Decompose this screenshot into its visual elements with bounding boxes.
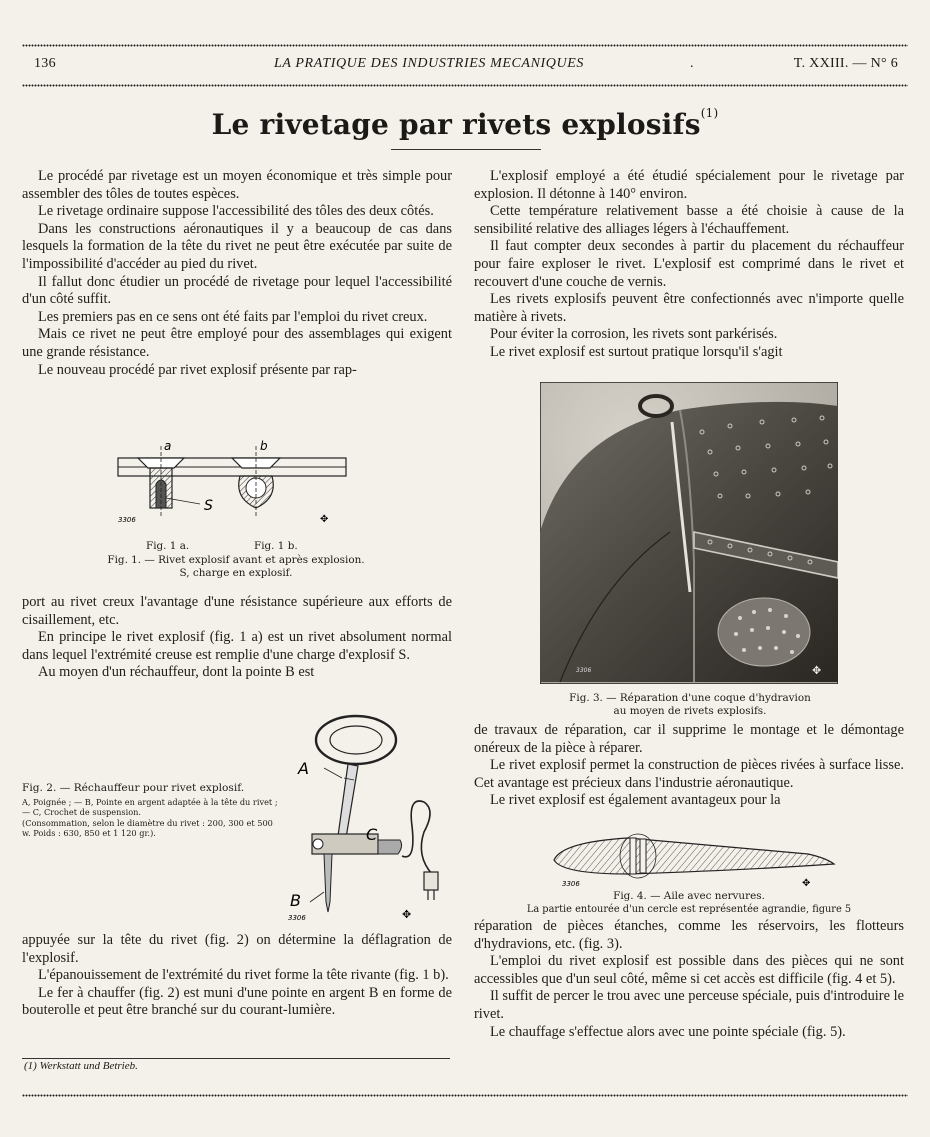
figure-1-caption [40,554,432,580]
volume-number: T. XXIII. — N° 6 [793,56,898,71]
fig2-number: 3306 [288,914,306,922]
fig1-sub-a: Fig. 1 a. [146,540,190,552]
fig1-number: 3306 [118,516,136,524]
fig2-legend-1: A, Poignée ; — B, Pointe en argent adaptée à la tête du rivet ; — C, Crochet de suspension. [22,797,278,818]
left-column-mid [22,594,452,682]
fig2-caption-title: Fig. 2. — Réchauffeur pour rivet explosif. [22,782,245,794]
paragraph: Il suffit de percer le trou avec une perceuse spéciale, puis d'introduire le rivet. [474,988,904,1022]
fig4-caption-line2: La partie entourée d'un cercle est représentée agrandie, figure 5 [526,904,852,915]
paragraph: port au rivet creux l'avantage d'une résistance supérieure aux efforts de cisaillement, etc. [22,594,452,628]
paragraph: En principe le rivet explosif (fig. 1 a) est un rivet absolument normal dans lequel l'extrémité creuse est remplie d'une charge d'explosif S. [22,629,452,663]
paragraph: Le nouveau procédé par rivet explosif présente par rap- [38,361,357,378]
figure-2-heater-drawing [284,706,454,926]
fig3-caption-line1: Fig. 3. — Réparation d'une coque d'hydravion [569,692,811,704]
header-dotted-rule [22,84,908,87]
paragraph: L'emploi du rivet explosif est possible dans des pièces qui ne sont accessibles que d'un seul côté, même si cet accès est difficile (fig. 4 et 5). [474,953,904,987]
paragraph: Le chauffage s'effectue alors avec une pointe spéciale (fig. 5). [490,1023,846,1040]
fig4-caption-line1: Fig. 4. — Aile avec nervures. [613,890,765,902]
fig1-caption-line2: S, charge en explosif. [179,567,293,579]
fig2-label-a: A [298,759,309,778]
fig2-label-b: B [290,891,301,910]
paragraph: Cette température relativement basse a été choisie à cause de la sensibilité relative des alliages légers à l'échauffement. [474,203,904,237]
fig4-number: 3306 [562,880,580,888]
footnote-rule [22,1058,450,1059]
paragraph: Le procédé par rivetage est un moyen économique et très simple pour assembler des tôles de toutes espèces. [22,168,452,202]
fig3-mark: ✥ [812,664,822,677]
figure-2-caption [22,782,284,839]
paragraph: de travaux de réparation, car il supprime le montage et le démontage onéreux de la pièce à réparer. [474,722,904,756]
fig1-label-b: b [260,439,268,453]
fig1-sub-b: Fig. 1 b. [254,540,298,552]
paragraph: Les premiers pas en ce sens ont été faits par l'emploi du rivet creux. [38,308,428,325]
footnote-mark: (1) [700,106,719,120]
left-column-intro [22,168,452,379]
page-number: 136 [34,56,56,71]
fig2-label-c: C [366,825,378,844]
right-column-top [474,168,904,362]
fig2-legend-2: (Consommation, selon le diamètre du rivet : 200, 300 et 500 w. Poids : 630, 850 et 1 120 gr.). [22,817,273,839]
header-dot: . [690,56,694,71]
bottom-dotted-rule [22,1094,908,1097]
footnote: (1) Werkstatt und Betrieb. [24,1060,138,1072]
paragraph: Le rivet explosif est également avantageux pour la [490,792,781,809]
fig4-mark: ✥ [802,878,811,889]
paragraph: L'épanouissement de l'extrémité du rivet forme la tête rivante (fig. 1 b). [38,967,449,984]
fig3-number: 3306 [576,667,592,674]
paragraph: appuyée sur la tête du rivet (fig. 2) on détermine la déflagration de l'explosif. [22,932,452,966]
fig2-mark: ✥ [402,908,412,921]
figure-4-wing-section [548,830,838,892]
article-title-text: Le rivetage par rivets explosifs [211,108,701,141]
top-dotted-rule [22,44,908,47]
fig1-mark: ✥ [320,514,329,525]
paragraph: Pour éviter la corrosion, les rivets sont parkérisés. [490,326,778,343]
right-column-bottom [474,918,904,1041]
paragraph: Le rivet explosif est surtout pratique lorsqu'il s'agit [490,343,783,360]
paragraph: réparation de pièces étanches, comme les réservoirs, les flotteurs d'hydravions, etc. (fig. 3). [474,918,904,952]
paragraph: Le rivet explosif permet la construction de pièces rivées à surface lisse. Cet avantage est précieux dans l'industrie aéronautique. [474,757,904,791]
running-header [30,56,902,76]
paragraph: Au moyen d'un réchauffeur, dont la pointe B est [38,664,315,681]
paragraph: Mais ce rivet ne peut être employé pour des assemblages qui exigent une grande résistance. [22,326,452,360]
figure-3-hull-photo [540,382,838,684]
paragraph: Le rivetage ordinaire suppose l'accessibilité des tôles des deux côtés. [38,203,434,220]
paragraph: Les rivets explosifs peuvent être confectionnés avec n'importe quelle matière à rivets. [474,291,904,325]
paragraph: Il fallut donc étudier un procédé de rivetage pour lequel l'accessibilité d'un côté suffit. [22,273,452,308]
journal-title: LA PRATIQUE DES INDUSTRIES MECANIQUES [274,56,584,71]
paragraph: L'explosif employé a été étudié spécialement pour le rivetage par explosion. Il détonne à 140° environ. [474,168,904,202]
paragraph: Il faut compter deux secondes à partir du placement du réchauffeur pour faire exploser le rivet. L'explosif est comprimé dans le rivet et recouvert d'une couche de vernis. [474,238,904,290]
figure-4-caption [474,890,904,916]
right-column-mid [474,722,904,810]
figure-3-caption [520,692,860,718]
figure-1-rivet-diagram [112,438,352,534]
article-title [0,108,930,141]
fig1-caption-line1: Fig. 1. — Rivet explosif avant et après explosion. [107,554,365,566]
paragraph: Le fer à chauffer (fig. 2) est muni d'une pointe en argent B en forme de bouterolle et peut être branché sur du courant-lumière. [22,984,452,1019]
fig3-caption-line2: au moyen de rivets explosifs. [613,705,767,717]
left-column-bottom [22,932,452,1020]
fig1-label-s: S [204,498,213,514]
title-underline [391,149,541,150]
paragraph: Dans les constructions aéronautiques il y a beaucoup de cas dans lesquels la formation de la tête du rivet ne peut être exécutée par suite de l'impossibilité d'accéder au pied du rivet. [22,220,452,272]
fig1-label-a: a [164,439,172,453]
